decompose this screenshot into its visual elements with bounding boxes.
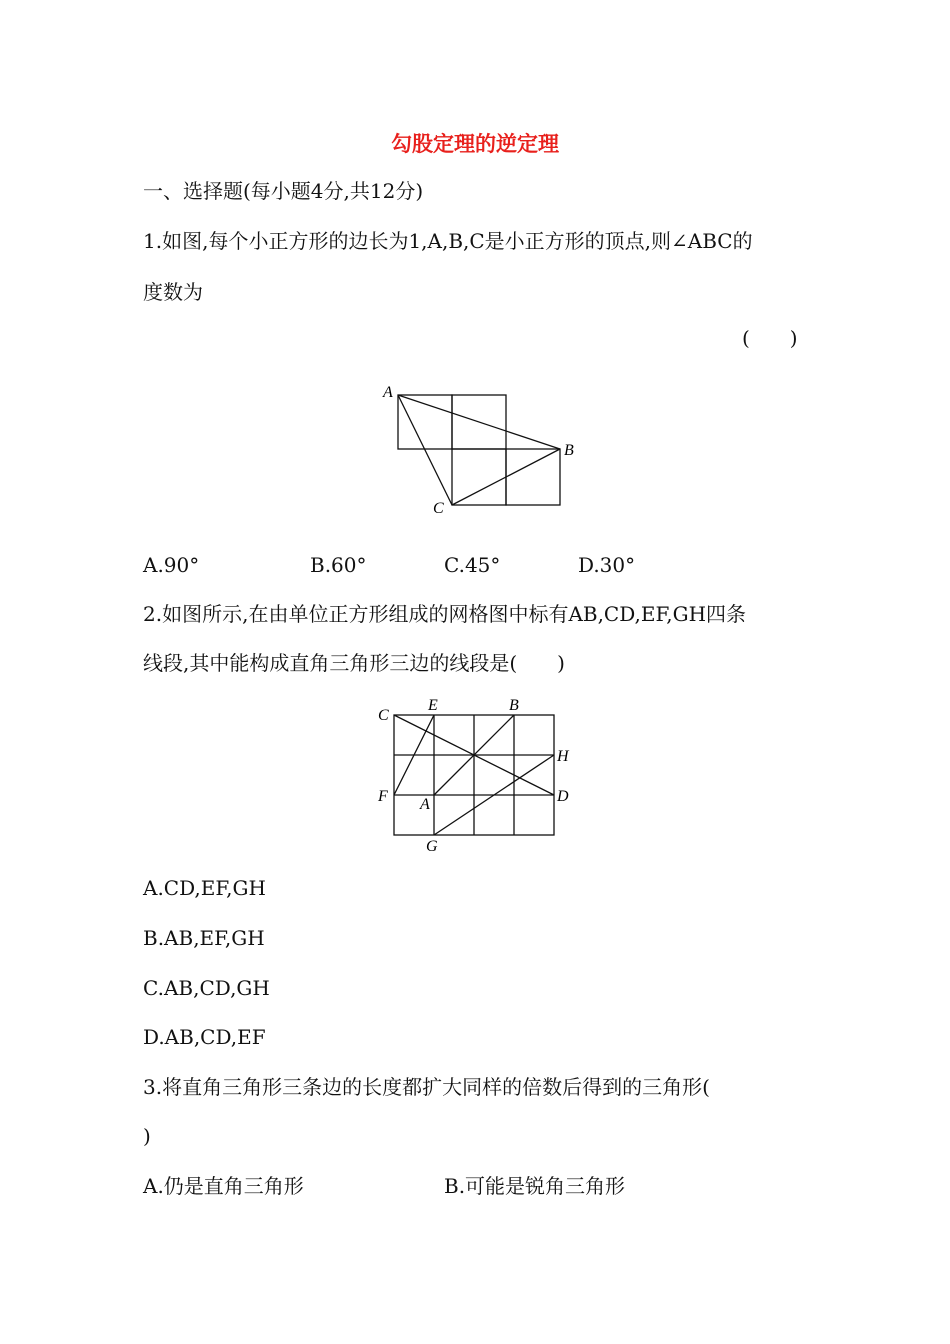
q2-option-d[interactable]: D.AB,CD,EF — [143, 1025, 266, 1049]
q3-text-line2: ) — [143, 1124, 151, 1148]
q1-option-a[interactable]: A.90° — [143, 553, 200, 577]
q1-grid-cell — [398, 395, 452, 449]
q2-text-line2: 线段,其中能构成直角三角形三边的线段是( ) — [143, 651, 565, 675]
q1-option-b[interactable]: B.60° — [310, 553, 367, 577]
q2-label-a: A — [420, 796, 430, 813]
q2-label-e: E — [428, 697, 438, 714]
q2-option-a[interactable]: A.CD,EF,GH — [143, 876, 266, 900]
q1-option-c[interactable]: C.45° — [444, 553, 501, 577]
q3-text-line1: 3.将直角三角形三条边的长度都扩大同样的倍数后得到的三角形( — [143, 1075, 710, 1099]
q1-text-line2: 度数为 — [143, 280, 203, 304]
q1-segment-ab — [398, 395, 560, 449]
q2-label-g: G — [426, 838, 438, 855]
q1-segment-ac — [398, 395, 452, 505]
q3-option-a[interactable]: A.仍是直角三角形 — [143, 1174, 304, 1198]
q1-label-a: A — [383, 384, 393, 401]
q2-option-b[interactable]: B.AB,EF,GH — [143, 926, 265, 950]
q1-answer-paren: ( ) — [742, 326, 798, 350]
q2-grid-figure — [370, 695, 590, 855]
q2-option-c[interactable]: C.AB,CD,GH — [143, 976, 270, 1000]
section-heading: 一、选择题(每小题4分,共12分) — [143, 179, 424, 203]
q1-label-b: B — [564, 442, 574, 459]
q2-label-b: B — [509, 697, 519, 714]
q2-label-h: H — [557, 748, 569, 765]
q2-text-line1: 2.如图所示,在由单位正方形组成的网格图中标有AB,CD,EF,GH四条 — [143, 602, 747, 626]
page-title: 勾股定理的逆定理 — [391, 132, 559, 156]
q1-option-d[interactable]: D.30° — [578, 553, 636, 577]
q2-label-c: C — [378, 707, 389, 724]
q1-grid-cell — [506, 449, 560, 505]
q3-option-b[interactable]: B.可能是锐角三角形 — [444, 1174, 626, 1198]
q2-label-f: F — [378, 788, 388, 805]
q1-grid-figure — [370, 375, 600, 525]
q1-text-line1: 1.如图,每个小正方形的边长为1,A,B,C是小正方形的顶点,则∠ABC的 — [143, 229, 753, 253]
q2-label-d: D — [557, 788, 569, 805]
q1-grid-cell — [452, 449, 506, 505]
q1-label-c: C — [433, 500, 444, 517]
